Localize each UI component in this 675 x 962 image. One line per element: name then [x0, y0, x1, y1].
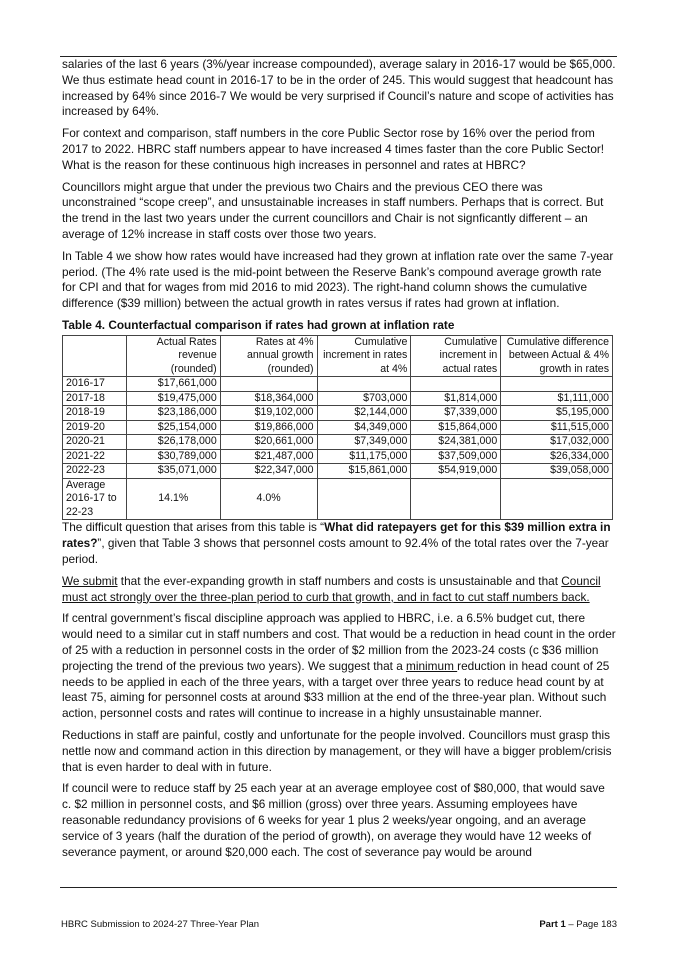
table-cell: $2,144,000 — [317, 406, 411, 421]
table-cell: 2019-20 — [63, 420, 127, 435]
table-row — [63, 377, 613, 392]
table-cell — [317, 478, 411, 520]
table-cell: $22,347,000 — [220, 464, 317, 479]
table-cell: $23,186,000 — [126, 406, 220, 421]
table-cell: $18,364,000 — [220, 391, 317, 406]
table-cell: $19,475,000 — [126, 391, 220, 406]
table-cell: $17,032,000 — [501, 435, 613, 450]
table-row — [63, 406, 613, 421]
bold-question: What did ratepayers get for this $39 million extra in rates? — [62, 520, 611, 551]
counterfactual-table — [62, 335, 613, 521]
footer-part: Part 1 — [539, 919, 566, 930]
table-cell: $15,864,000 — [411, 420, 501, 435]
table-cell: $54,919,000 — [411, 464, 501, 479]
footer-rule — [60, 887, 617, 888]
table-cell: $11,515,000 — [501, 420, 613, 435]
table-row — [63, 435, 613, 450]
table-cell: $35,071,000 — [126, 464, 220, 479]
table-cell: $24,381,000 — [411, 435, 501, 450]
table-cell — [501, 377, 613, 392]
page-body — [62, 57, 617, 866]
underlined-council-must-act: Council must act strongly over the three-plan period to curb that growth, and in fact to cut staff numbers back. — [62, 573, 601, 604]
table-cell: $5,195,000 — [501, 406, 613, 421]
table-cell — [411, 377, 501, 392]
footer-page: – Page 183 — [565, 919, 617, 930]
table-row — [63, 464, 613, 479]
underlined-we-submit: We submit — [62, 573, 118, 588]
table-caption: Table 4. Counterfactual comparison if rates had grown at inflation rate — [62, 317, 455, 332]
paragraph-submission — [62, 574, 617, 606]
table-cell: $26,178,000 — [126, 435, 220, 450]
header-cell — [63, 335, 127, 377]
table-cell: $4,349,000 — [317, 420, 411, 435]
average-4pct-cell: 4.0% — [220, 478, 317, 520]
table-cell: 2016-17 — [63, 377, 127, 392]
header-cell: Cumulative increment in actual rates — [411, 335, 501, 377]
table-cell: 2021-22 — [63, 449, 127, 464]
underlined-minimum: minimum — [406, 658, 458, 673]
table-cell: $7,339,000 — [411, 406, 501, 421]
table-cell: $1,111,000 — [501, 391, 613, 406]
table-cell: 2017-18 — [63, 391, 127, 406]
text-run: If central government’s fiscal discipline approach was applied to HBRC, i.e. a 6.5% budget cut, there would need to a similar cut in staff numbers and cost. That would be a reduction in head count in the order of 25 with a reduction in personnel costs in the order of $2 million from the 2023-24 costs (c $36 million projecting the trend of the previous two years). We suggest that a — [62, 611, 616, 673]
paragraph-table-intro: In Table 4 we show how rates would have increased had they grown at inflation rate over the same 7-year period. (The 4% rate used is the mid-point between the Reserve Bank’s compound average growth rate for CPI and that for wages from mid 2016 to mid 2023). The right-hand column shows the cumulative difference ($39 million) between the actual growth in rates versus if rates had grown at inflation. — [62, 248, 614, 311]
table-cell — [220, 377, 317, 392]
paragraph-scope-creep: Councillors might argue that under the previous two Chairs and the previous CEO there was unconstrained “scope creep”, and unsustainable increases in staff numbers. Perhaps that is correct. But the trend in the last two years under the current councillors and Chair is not signficantly different – an average of 12% increase in staff costs over those two years. — [62, 179, 604, 241]
table-cell: $703,000 — [317, 391, 411, 406]
text-run: The difficult question that arises from this table is “ — [62, 520, 325, 535]
footer-page-number — [539, 919, 617, 931]
paragraph-headcount: salaries of the last 6 years (3%/year increase compounded), average salary in 2016-17 would be $65,000. We thus estimate head count in 2016-17 to be in the order of 245. This would suggest that headcount has increased by 64% since 2016-7 We would be very surprised if Council’s nature and scope of activities has increased by 64%. — [62, 57, 616, 119]
table-cell: $37,509,000 — [411, 449, 501, 464]
table-average-row — [63, 478, 613, 520]
text-run: reduction in head count of 25 needs to be applied in each of the three years, with a target over three years to reduce head count by at least 75, aiming for personnel costs at around $33 million at the end of the three-year plan. Without such action, personnel costs and rates will continue to increase in a highly unsustainable manner. — [62, 658, 610, 721]
table-cell — [501, 478, 613, 520]
table-cell: $17,661,000 — [126, 377, 220, 392]
header-cell: Cumulative difference between Actual & 4% growth in rates — [501, 335, 613, 377]
table-row — [63, 420, 613, 435]
table-cell: $20,661,000 — [220, 435, 317, 450]
paragraph-severance: If council were to reduce staff by 25 each year at an average employee cost of $80,000, that would save c. $2 million in personnel costs, and $6 million (gross) over three years. Assuming employees have reasonable redundancy provisions of 6 weeks for year 1 plus 2 weeks/year ongoing, and an average service of 3 years (half the duration of the period of growth), on average they would have 12 weeks of severance payment, or around $20,000 each. The cost of severance pay would be around — [62, 781, 605, 859]
average-label-cell: Average 2016-17 to 22-23 — [63, 478, 127, 520]
paragraph-reductions: Reductions in staff are painful, costly and unfortunate for the people involved. Councillors must grasp this nettle now and command action in this direction by management, or they will have a bigger problem/crisis that is even harder to deal with in future. — [62, 728, 612, 774]
header-cell: Rates at 4% annual growth (rounded) — [220, 335, 317, 377]
table-cell: $25,154,000 — [126, 420, 220, 435]
text-run: ”, given that Table 3 shows that personnel costs amount to 92.4% of the total rates over the 7-year period. — [62, 536, 609, 567]
table-cell — [317, 377, 411, 392]
table-cell: $30,789,000 — [126, 449, 220, 464]
table-cell: $15,861,000 — [317, 464, 411, 479]
header-cell: Cumulative increment in rates at 4% — [317, 335, 411, 377]
table-cell: $19,866,000 — [220, 420, 317, 435]
table-cell — [411, 478, 501, 520]
table-header-row — [63, 335, 613, 377]
table-cell: $11,175,000 — [317, 449, 411, 464]
table-cell: $1,814,000 — [411, 391, 501, 406]
paragraph-public-sector: For context and comparison, staff numbers in the core Public Sector rose by 16% over the period from 2017 to 2022. HBRC staff numbers appear to have increased 4 times faster than the core Public Sector! What is the reason for these continuous high increases in personnel and rates at HBRC? — [62, 126, 605, 172]
table-cell: 2018-19 — [63, 406, 127, 421]
table-row — [63, 391, 613, 406]
text-run: that the ever-expanding growth in staff numbers and costs is unsustainable and that — [117, 573, 562, 588]
table-cell: 2020-21 — [63, 435, 127, 450]
table-cell: $7,349,000 — [317, 435, 411, 450]
header-cell: Actual Rates revenue (rounded) — [126, 335, 220, 377]
table-cell: $19,102,000 — [220, 406, 317, 421]
table-cell: $21,487,000 — [220, 449, 317, 464]
paragraph-difficult-question — [62, 520, 617, 567]
table-row — [63, 449, 613, 464]
table-cell: $39,058,000 — [501, 464, 613, 479]
paragraph-fiscal-discipline — [62, 611, 617, 722]
footer-document-title: HBRC Submission to 2024-27 Three-Year Plan — [61, 919, 260, 930]
average-actual-cell: 14.1% — [126, 478, 220, 520]
table-cell: $26,334,000 — [501, 449, 613, 464]
table-cell: 2022-23 — [63, 464, 127, 479]
